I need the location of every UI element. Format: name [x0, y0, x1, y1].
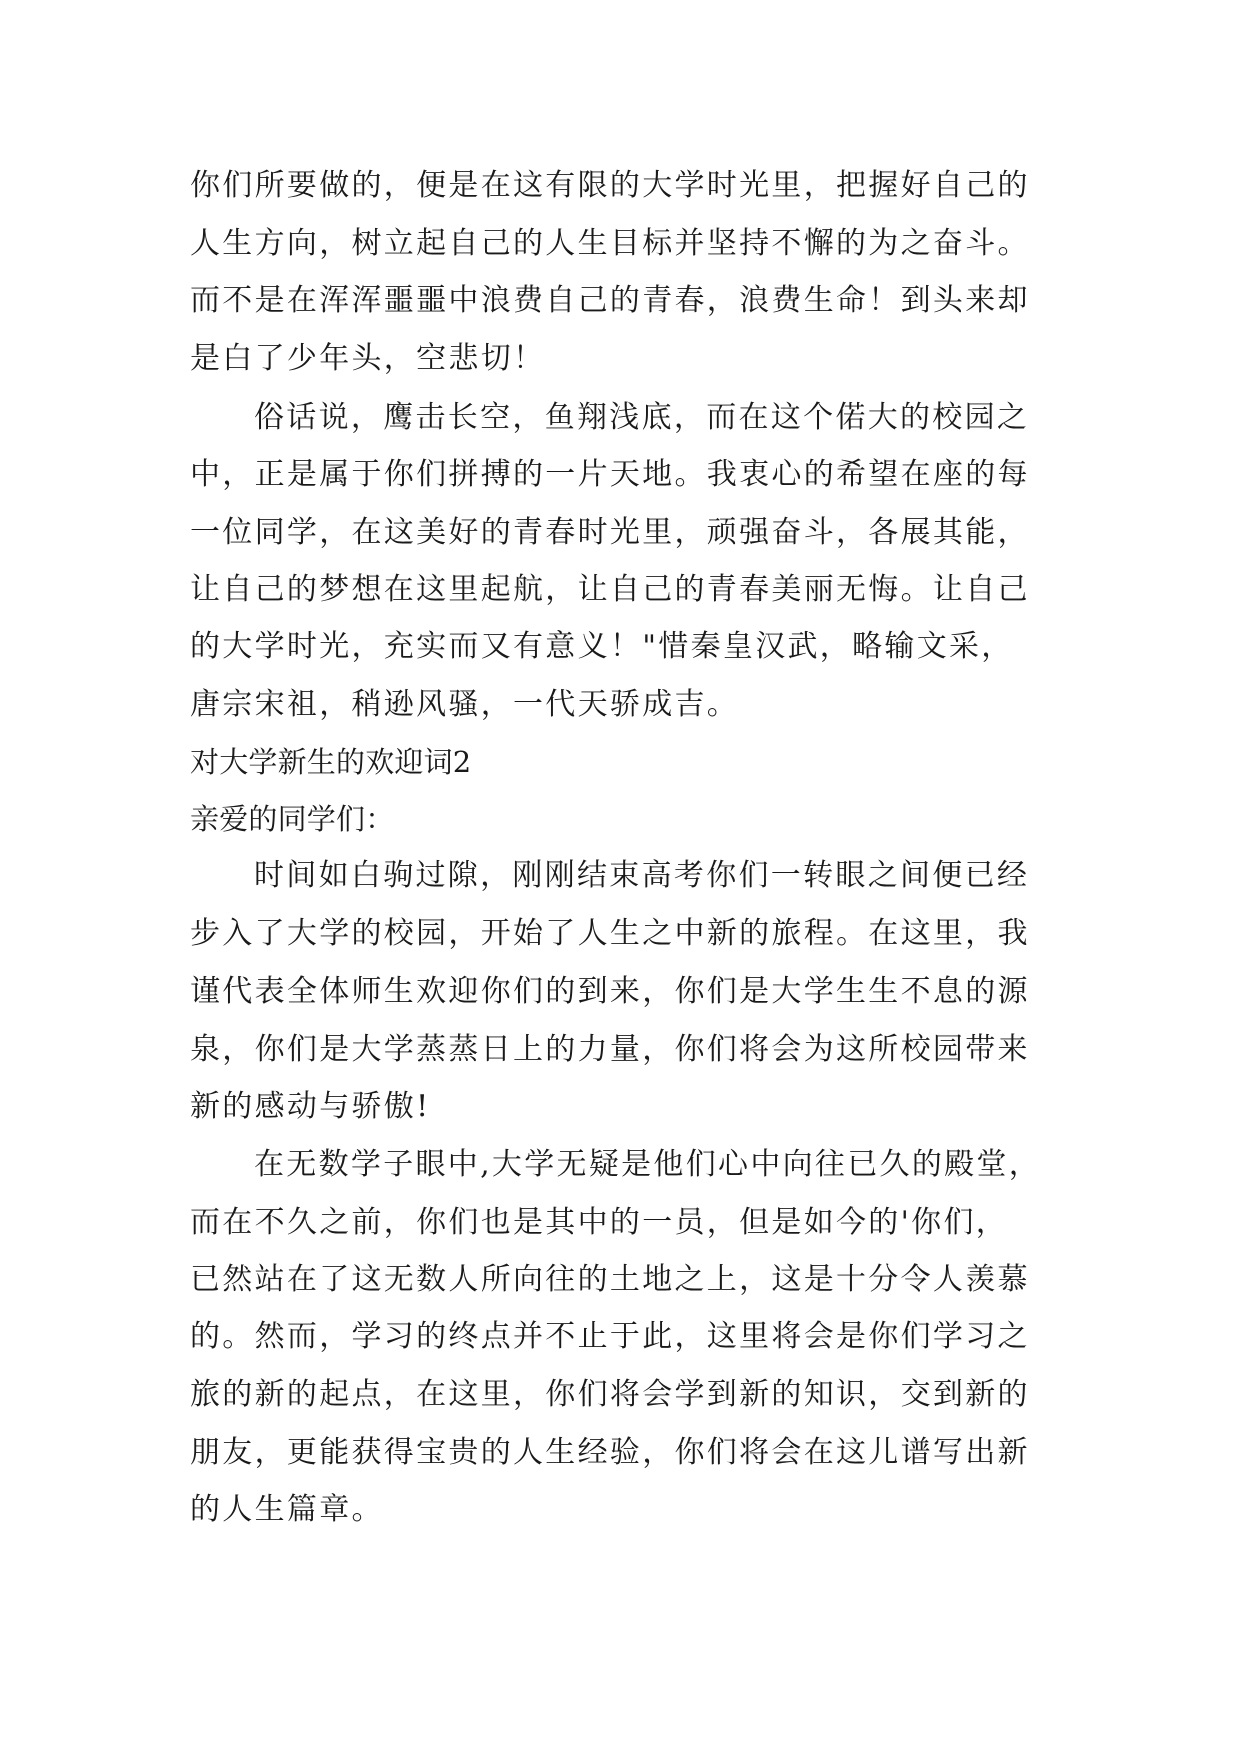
text-line: 人生方向，树立起自己的人生目标并坚持不懈的为之奋斗。	[190, 226, 1030, 261]
text-line: 的。然而，学习的终点并不止于此，这里将会是你们学习之	[190, 1319, 1030, 1354]
text-line: 步入了大学的校园，开始了人生之中新的旅程。在这里，我	[190, 916, 1030, 951]
salutation: 亲爱的同学们：	[190, 802, 395, 836]
text-line: 你们所要做的，便是在这有限的大学时光里，把握好自己的	[190, 168, 1030, 203]
section-title: 对大学新生的欢迎词2	[190, 745, 472, 779]
text-line: 泉，你们是大学蒸蒸日上的力量，你们将会为这所校园带来	[190, 1032, 1030, 1067]
text-line: 是白了少年头，空悲切！	[190, 341, 546, 376]
text-line: 一位同学，在这美好的青春时光里，顽强奋斗，各展其能，	[190, 515, 1030, 550]
text-line: 让自己的梦想在这里起航，让自己的青春美丽无悔。让自己	[190, 572, 1030, 607]
text-line: 而在不久之前，你们也是其中的一员，但是如今的'你们，	[190, 1205, 1009, 1240]
paragraph-first-line: 俗话说，鹰击长空，鱼翔浅底，而在这个偌大的校园之	[254, 400, 1030, 435]
paragraph-first-line: 在无数学子眼中,大学无疑是他们心中向往已久的殿堂，	[254, 1147, 1042, 1182]
text-line: 谨代表全体师生欢迎你们的到来，你们是大学生生不息的源	[190, 974, 1030, 1009]
text-line: 朋友，更能获得宝贵的人生经验，你们将会在这儿谱写出新	[190, 1435, 1030, 1470]
text-line: 而不是在浑浑噩噩中浪费自己的青春，浪费生命！到头来却	[190, 283, 1030, 318]
text-line: 的人生篇章。	[190, 1492, 384, 1527]
paragraph-first-line: 时间如白驹过隙，刚刚结束高考你们一转眼之间便已经	[254, 858, 1030, 893]
text-line: 唐宗宋祖，稍逊风骚，一代天骄成吉。	[190, 687, 740, 722]
text-line: 旅的新的起点，在这里，你们将会学到新的知识，交到新的	[190, 1377, 1030, 1412]
text-line: 新的感动与骄傲!	[190, 1089, 431, 1124]
text-line: 中，正是属于你们拼搏的一片天地。我衷心的希望在座的每	[190, 457, 1030, 492]
text-line: 已然站在了这无数人所向往的土地之上，这是十分令人羡慕	[190, 1262, 1030, 1297]
text-line: 的大学时光，充实而又有意义！"惜秦皇汉武，略输文采，	[190, 629, 1014, 664]
